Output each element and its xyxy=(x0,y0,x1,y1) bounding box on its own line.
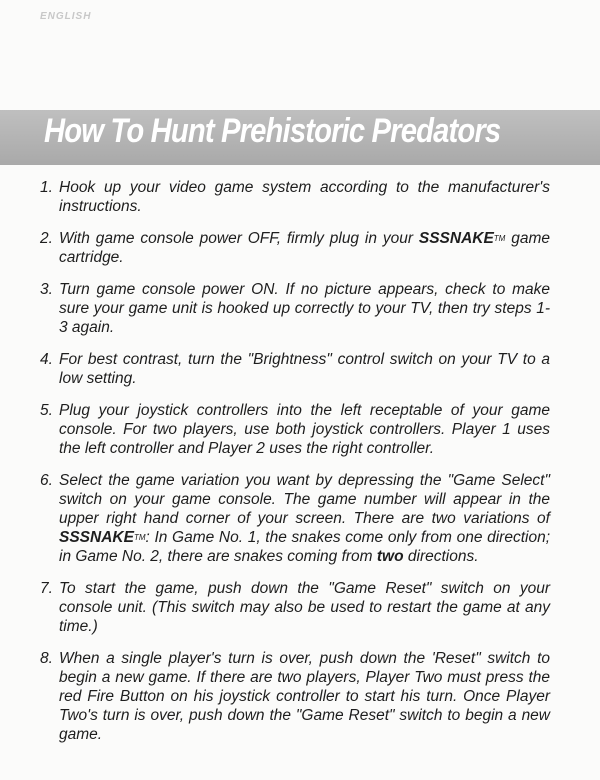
trademark-symbol: TM xyxy=(133,533,146,542)
emphasized-word: two xyxy=(376,548,404,565)
step-number: 1. xyxy=(40,179,53,196)
step-1 xyxy=(0,178,550,216)
step-text: When a single player's turn is over, push down the 'Reset" switch to begin a new game. If there are two players, Player Two must press the red Fire Button on his joystick controller to start his turn. Once Player Two's turn is over, push down the "Game Reset" switch to begin a new game. xyxy=(59,650,550,743)
step-5 xyxy=(0,401,550,458)
step-number: 2. xyxy=(40,230,53,247)
step-text: To start the game, push down the "Game Reset" switch on your console unit. (This switch may also be used to restart the game at any time.) xyxy=(59,580,550,635)
brand-name: SSSNAKE xyxy=(418,230,494,247)
step-text: For best contrast, turn the "Brightness" control switch on your TV to a low setting. xyxy=(59,351,550,387)
step-8 xyxy=(0,649,550,744)
step-text: Select the game variation you want by depressing the "Game Select" switch on your game console. The game number will appear in the upper right hand corner of your screen. There are two variations of xyxy=(59,472,550,527)
step-number: 4. xyxy=(40,351,53,368)
step-4 xyxy=(0,350,550,388)
trademark-symbol: TM xyxy=(493,234,506,243)
instructions-list xyxy=(0,178,600,757)
step-text: Turn game console power ON. If no picture appears, check to make sure your game unit is hooked up correctly to your TV, then try steps 1-3 again. xyxy=(59,281,550,336)
step-number: 7. xyxy=(40,580,53,597)
step-7 xyxy=(0,579,550,636)
step-text: Hook up your video game system according to the manufacturer's instructions. xyxy=(59,179,550,215)
brand-name: SSSNAKE xyxy=(59,529,134,546)
step-text-continued: : In Game No. 1, the snakes come only from one direction; in Game No. 2, there are snakes coming from xyxy=(59,529,550,565)
step-number: 8. xyxy=(40,650,53,667)
step-number: 5. xyxy=(40,402,53,419)
step-number: 3. xyxy=(40,281,53,298)
step-3 xyxy=(0,280,550,337)
page-title: How To Hunt Prehistoric Predators xyxy=(44,112,501,150)
language-label: ENGLISH xyxy=(40,11,92,22)
step-text-continued: game cartridge. xyxy=(59,230,550,266)
step-number: 6. xyxy=(40,472,53,489)
step-2 xyxy=(0,229,550,267)
step-6 xyxy=(0,471,550,566)
step-text: With game console power OFF, firmly plug in your xyxy=(59,230,419,247)
step-text: Plug your joystick controllers into the left receptable of your game console. For two players, use both joystick controllers. Player 1 uses the left controller and Player 2 uses the right controller. xyxy=(59,402,550,457)
step-text-end: directions. xyxy=(403,548,479,565)
